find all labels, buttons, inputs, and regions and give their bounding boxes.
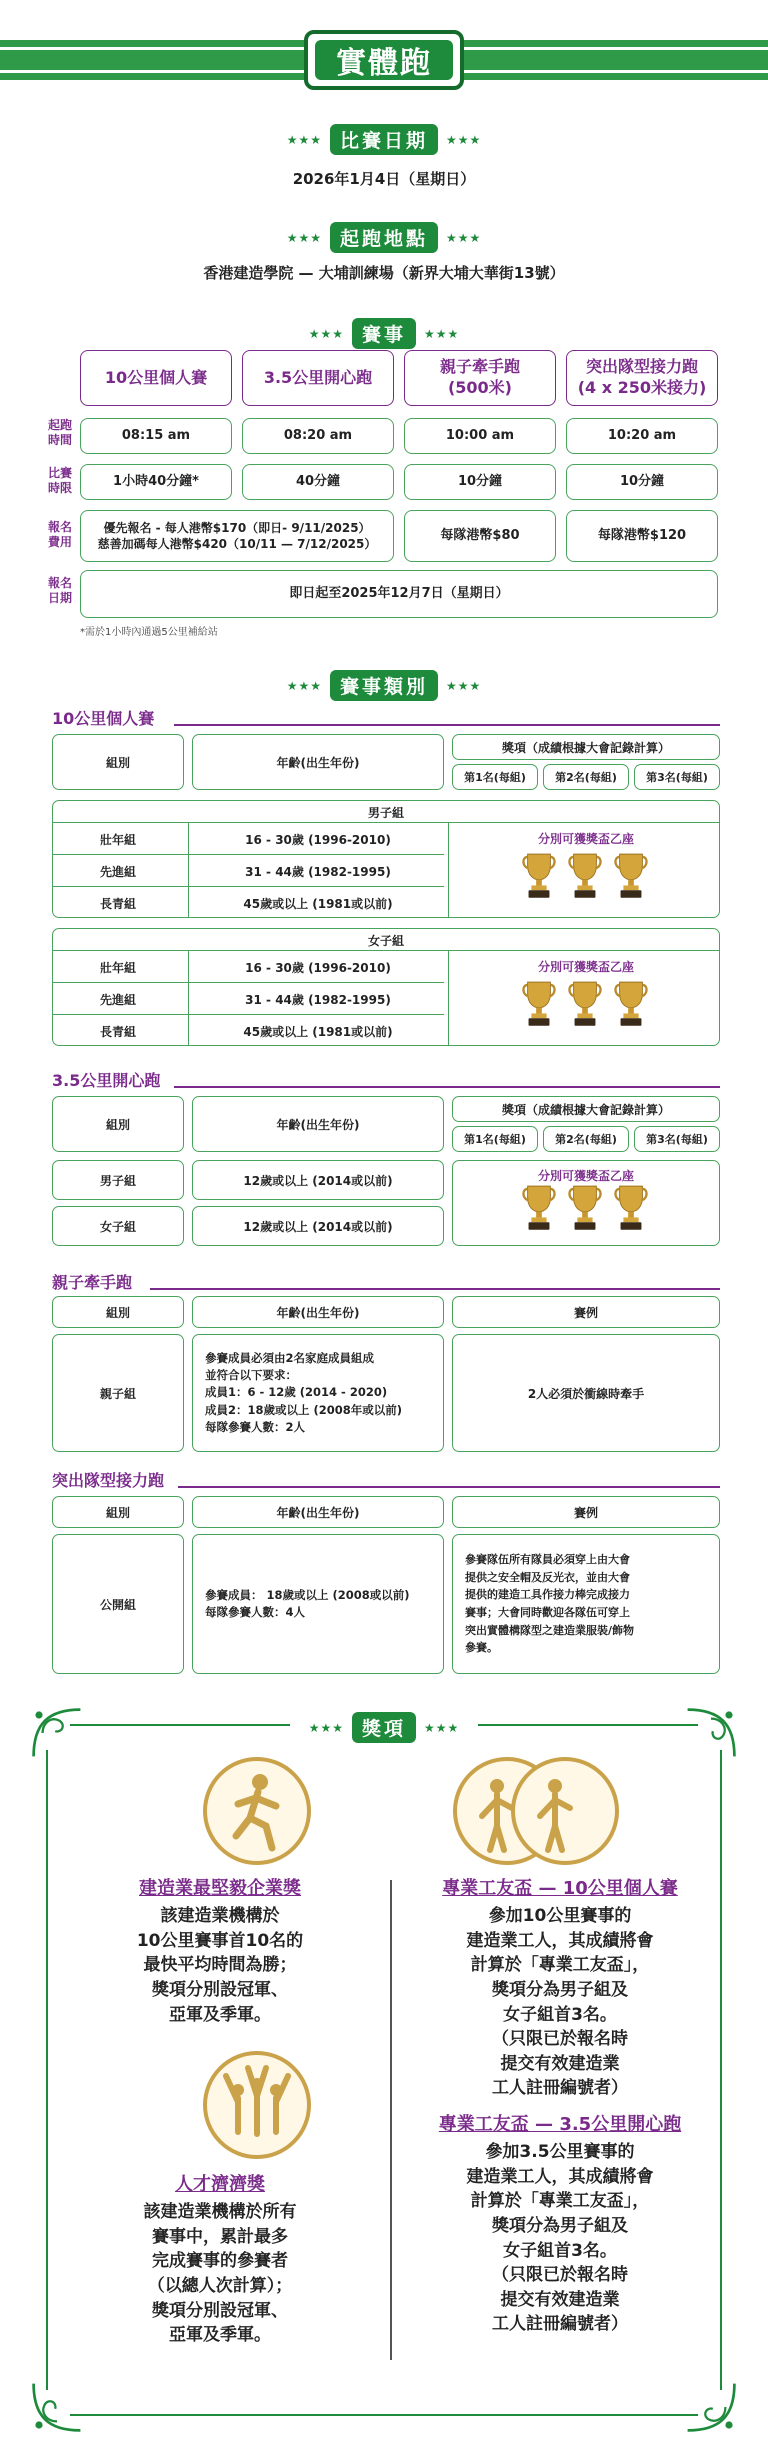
award-description: 參加10公里賽事的 建造業工人，其成績將會 計算於「專業工友盃」， 獎項分為男子組及 女子組首3名。 （只限已於報名時 提交有效建造業 工人註冊編號者） [466,1906,654,2099]
trophy-icon [612,978,650,1028]
categories-heading-label: 賽事類別 [330,670,438,701]
age-range: 45歲或以上 (1981或以前) [243,1025,393,1039]
category-underline [150,1288,720,1290]
award-title: 建造業最堅毅企業獎 [139,1878,301,1899]
column-divider [188,822,189,918]
page-title-box [304,30,464,90]
time-limit-cell: 10分鐘 [566,464,718,500]
age-group-name: 長青組 [99,897,136,911]
row-label-start: 起跑 時間 [47,418,72,447]
category-title: 親子牽手跑 [52,1273,133,1292]
star-icons: ★★★ [286,132,322,147]
star-icons: ★★★ [424,326,460,341]
category-title: 突出隊型接力跑 [52,1471,165,1490]
star-icons: ★★★ [446,230,482,245]
award-description: 該建造業機構於 10公里賽事首10名的 最快平均時間為勝； 獎項分別設冠軍、 亞軍及季軍。 [136,1906,304,2025]
table-header-age: 年齡(出生年份) [192,734,444,790]
prize-description: 分別可獲獎盃乙座 [537,960,634,974]
star-icons: ★★★ [308,326,344,341]
star-icons: ★★★ [286,678,322,693]
race-rule: 參賽隊伍所有隊員必須穿上由大會 提供之安全帽及反光衣，並由大會 提供的建造工具作接力棒完成接力 賽事；大會同時歡迎各隊伍可穿上 突出實體構隊型之建造業服裝/飾物 參賽。 [452,1534,720,1674]
age-range: 12歲或以上 (2014或以前) [192,1160,444,1200]
worker-icon [510,1756,620,1866]
award-title: 人才濟濟獎 [175,2174,265,2195]
row-divider [52,886,444,887]
events-heading [0,318,768,349]
age-group-name: 親子組 [52,1334,184,1452]
table-header-group: 組別 [52,734,184,790]
row-divider [52,1014,444,1015]
row-label-fee: 報名 費用 [47,520,72,549]
age-range: 16 - 30歲 (1996-2010) [245,833,391,847]
time-limit-cell: 40分鐘 [242,464,394,500]
star-icons: ★★★ [286,230,322,245]
trophy-group [520,978,650,1028]
trophy-icon [612,1182,650,1232]
fee-cell-family: 每隊港幣$80 [404,510,556,562]
table-header-age: 年齡(出生年份) [192,1296,444,1328]
table-header-group: 組別 [52,1496,184,1528]
trophy-group [520,1182,650,1232]
fee-cell-combined: 優先報名 - 每人港幣$170（即日- 9/11/2025） 慈善加碼每人港幣$420（10/11 — 7/12/2025） [80,510,394,562]
row-label-limit: 比賽 時限 [47,466,72,495]
age-group-name: 女子組 [52,1206,184,1246]
age-group-name: 壯年組 [99,961,136,975]
race-rule: 2人必須於衝線時牽手 [452,1334,720,1452]
age-range: 16 - 30歲 (1996-2010) [245,961,391,975]
table-header-group: 組別 [52,1096,184,1152]
table-header-prize: 獎項（成績根據大會記錄計算） [452,734,720,760]
fee-cell-relay: 每隊港幣$120 [566,510,718,562]
start-time-cell: 10:20 am [566,418,718,454]
award-description: 該建造業機構於所有 賽事中，累計最多 完成賽事的參賽者 （以總人次計算）； 獎項分別設冠軍、 亞軍及季軍。 [143,2202,297,2346]
prize-column-header: 第3名(每組) [634,1126,720,1152]
event-column-header: 3.5公里開心跑 [242,350,394,406]
table-header-age: 年齡(出生年份) [192,1496,444,1528]
category-title: 3.5公里開心跑 [52,1071,161,1090]
awards-heading [0,1712,768,1743]
events-heading-label: 賽事 [352,318,416,349]
trophy-icon [566,1182,604,1232]
category-underline [174,724,720,726]
star-icons: ★★★ [308,1720,344,1735]
corner-ornament-icon [30,2380,84,2434]
prize-column-header: 第1名(每組) [452,1126,538,1152]
category-underline [174,1086,720,1088]
prize-cell: 分別可獲獎盃乙座 [452,1160,720,1246]
age-group-name: 男子組 [52,1160,184,1200]
time-limit-cell: 10分鐘 [404,464,556,500]
award-title: 專業工友盃 — 3.5公里開心跑 [438,2114,682,2135]
awards-frame-bottom [70,2414,698,2416]
trophy-group [520,850,650,900]
table-header-age: 年齡(出生年份) [192,1096,444,1152]
corner-ornament-icon [684,2380,738,2434]
row-divider [52,822,720,823]
date-heading [0,124,768,155]
table-header-group: 組別 [52,1296,184,1328]
age-range: 12歲或以上 (2014或以前) [192,1206,444,1246]
team-icon [202,2050,312,2160]
table-header-rule: 賽例 [452,1496,720,1528]
date-heading-label: 比賽日期 [330,124,438,155]
column-divider [188,950,189,1046]
start-time-cell: 08:20 am [242,418,394,454]
categories-heading [0,670,768,701]
trophy-icon [566,850,604,900]
column-divider [448,950,449,1046]
star-icons: ★★★ [446,132,482,147]
prize-column-header: 第2名(每組) [543,764,629,790]
table-header-rule: 賽例 [452,1296,720,1328]
age-range: 31 - 44歲 (1982-1995) [245,865,391,879]
awards-frame-right [720,1750,722,2390]
runner-icon [202,1756,312,1866]
row-label-deadline: 報名 日期 [47,576,72,605]
row-divider [52,950,720,951]
category-title: 10公里個人賽 [52,709,155,728]
trophy-icon [520,850,558,900]
age-group-name: 公開組 [52,1534,184,1674]
gender-group-label: 男子組 [367,806,404,820]
prize-column-header: 第1名(每組) [452,764,538,790]
venue-heading-label: 起跑地點 [330,222,438,253]
age-range: 45歲或以上 (1981或以前) [243,897,393,911]
trophy-icon [612,850,650,900]
event-column-header: 10公里個人賽 [80,350,232,406]
star-icons: ★★★ [446,678,482,693]
event-column-header: 親子牽手跑 (500米) [404,350,556,406]
page-title: 實體跑 [315,40,453,80]
venue-address: 香港建造學院 — 大埔訓練場（新界大埔大華街13號） [203,264,565,282]
start-time-cell: 08:15 am [80,418,232,454]
age-range: 31 - 44歲 (1982-1995) [245,993,391,1007]
prize-column-header: 第3名(每組) [634,764,720,790]
table-header-prize: 獎項（成績根據大會記錄計算） [452,1096,720,1122]
age-group-name: 先進組 [99,993,136,1007]
trophy-icon [520,978,558,1028]
awards-heading-label: 獎項 [352,1712,416,1743]
awards-frame-left [46,1750,48,2390]
category-underline [178,1486,720,1488]
footnote: *需於1小時內通過5公里補給站 [80,627,218,638]
trophy-icon [566,978,604,1028]
age-group-name: 先進組 [99,865,136,879]
row-divider [52,982,444,983]
gender-group-label: 女子組 [367,934,404,948]
age-group-name: 長青組 [99,1025,136,1039]
age-requirements: 參賽成員： 18歲或以上 (2008或以前) 每隊參賽人數：4人 [192,1534,444,1674]
venue-heading [0,222,768,253]
age-requirements: 參賽成員必須由2名家庭成員組成 並符合以下要求： 成員1：6 - 12歲 (2014 - 2020) 成員2：18歲或以上 (2008年或以前) 每隊參賽人數：2人 [192,1334,444,1452]
event-column-header: 突出隊型接力跑 (4 x 250米接力) [566,350,718,406]
awards-divider [390,1880,392,2360]
age-group-name: 壯年組 [99,833,136,847]
award-description: 參加3.5公里賽事的 建造業工人，其成績將會 計算於「專業工友盃」， 獎項分為男子組及 女子組首3名。 （只限已於報名時 提交有效建造業 工人註冊編號者） [466,2142,654,2335]
trophy-icon [520,1182,558,1232]
start-time-cell: 10:00 am [404,418,556,454]
prize-description: 分別可獲獎盃乙座 [537,832,634,846]
award-title: 專業工友盃 — 10公里個人賽 [442,1878,678,1899]
row-divider [52,854,444,855]
registration-deadline-cell: 即日起至2025年12月7日（星期日） [80,570,718,618]
prize-column-header: 第2名(每組) [543,1126,629,1152]
race-date: 2026年1月4日（星期日） [292,170,476,188]
star-icons: ★★★ [424,1720,460,1735]
column-divider [448,822,449,918]
time-limit-cell: 1小時40分鐘* [80,464,232,500]
